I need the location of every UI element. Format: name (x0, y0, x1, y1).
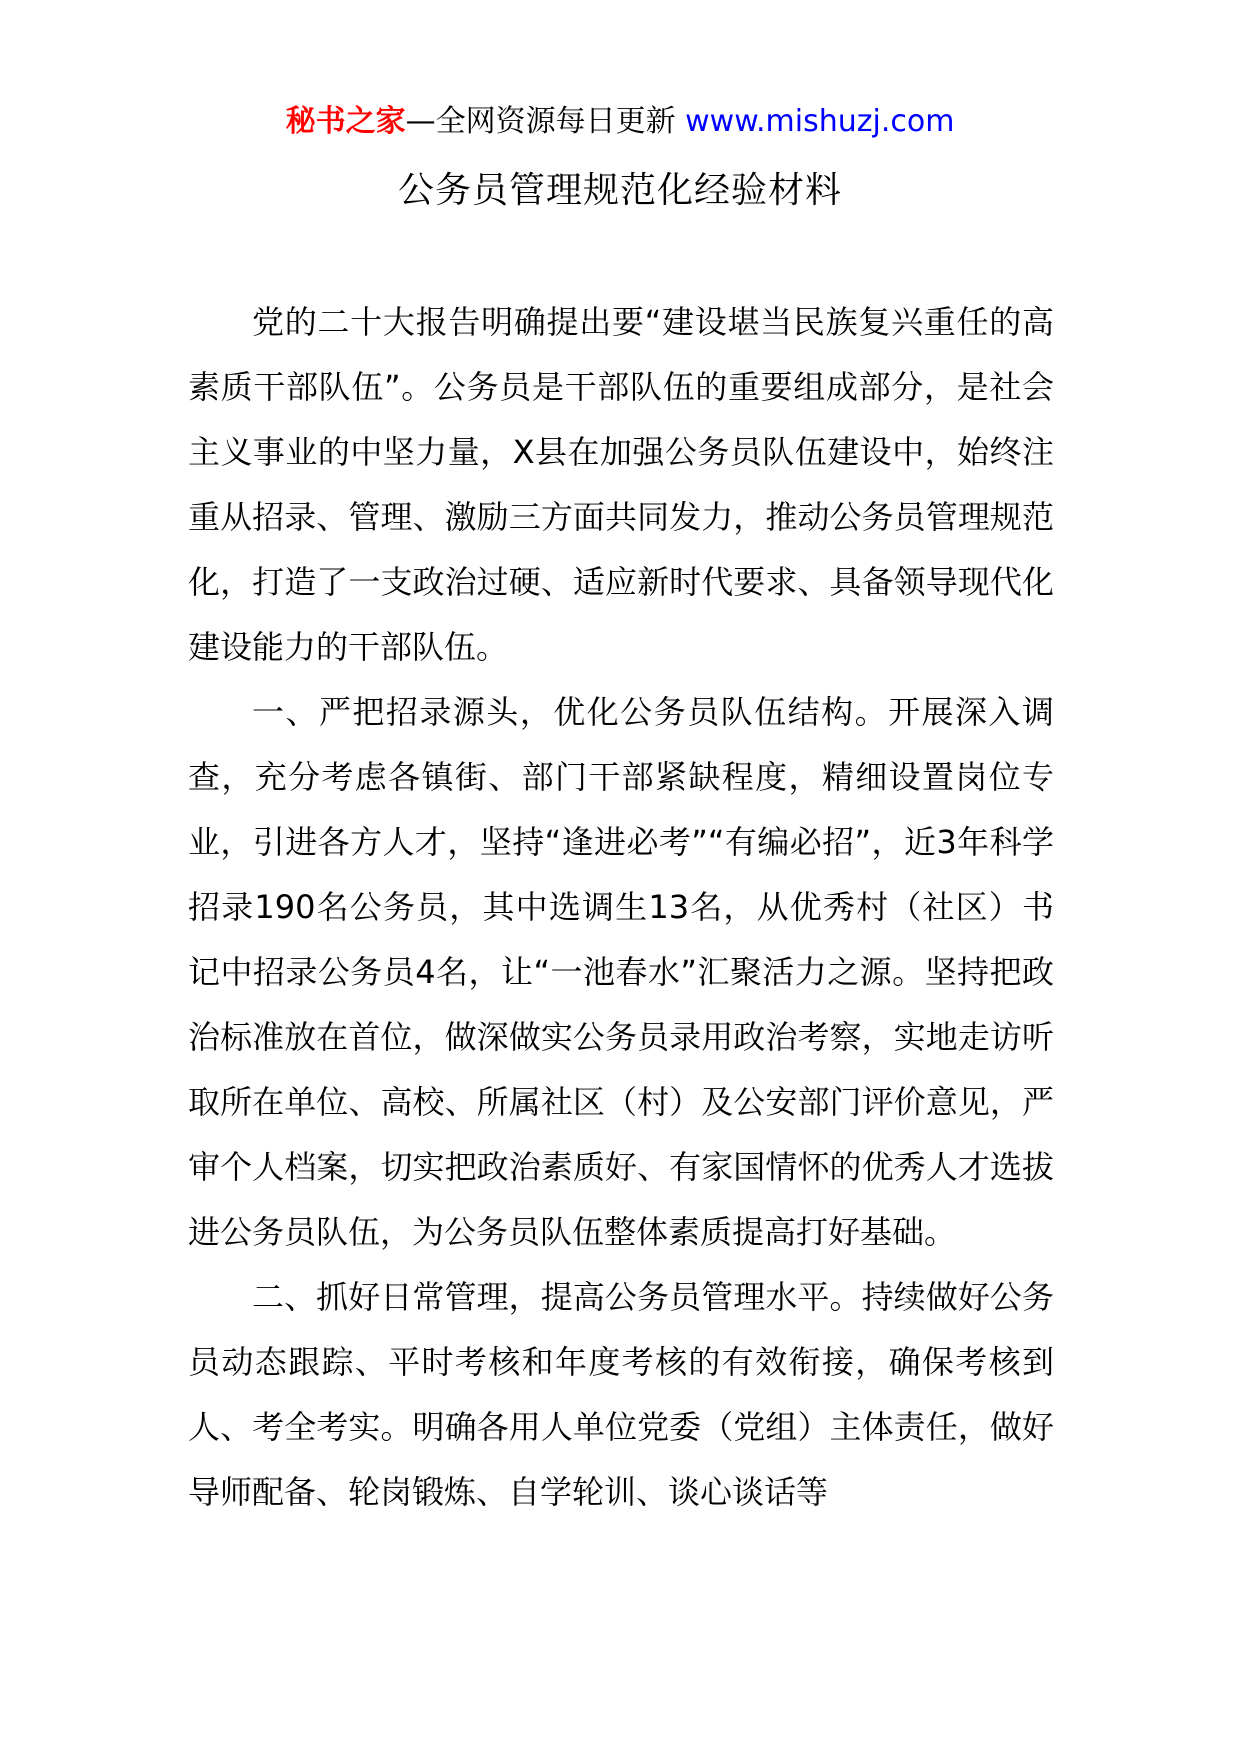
site-slogan: —全网资源每日更新 (405, 104, 676, 139)
document-body (188, 290, 1054, 1525)
paragraph-intro: 党的二十大报告明确提出要“建设堪当民族复兴重任的高素质干部队伍”。公务员是干部队伍的重要组成部分，是社会主义事业的中坚力量，X县在加强公务员队伍建设中，始终注重从招录、管理、激励三方面共同发力，推动公务员管理规范化，打造了一支政治过硬、适应新时代要求、具备领导现代化建设能力的干部队伍。 (188, 303, 1054, 666)
site-url-link[interactable]: www.mishuzj.com (685, 104, 955, 139)
paragraph-section-1: 一、严把招录源头，优化公务员队伍结构。开展深入调查，充分考虑各镇街、部门干部紧缺程度，精细设置岗位专业，引进各方人才，坚持“逢进必考”“有编必招”，近3年科学招录190名公务员，其中选调生13名，从优秀村（社区）书记中招录公务员4名，让“一池春水”汇聚活力之源。坚持把政治标准放在首位，做深做实公务员录用政治考察，实地走访听取所在单位、高校、所属社区（村）及公安部门评价意见，严审个人档案，切实把政治素质好、有家国情怀的优秀人才选拔进公务员队伍，为公务员队伍整体素质提高打好基础。 (188, 693, 1054, 1251)
site-brand: 秘书之家 (285, 104, 406, 139)
document-title: 公务员管理规范化经验材料 (397, 170, 842, 211)
paragraph-section-2: 二、抓好日常管理，提高公务员管理水平。持续做好公务员动态跟踪、平时考核和年度考核的有效衔接，确保考核到人、考全考实。明确各用人单位党委（党组）主体责任，做好导师配备、轮岗锻炼、自学轮训、谈心谈话等 (188, 1278, 1054, 1511)
site-header (0, 102, 1240, 142)
